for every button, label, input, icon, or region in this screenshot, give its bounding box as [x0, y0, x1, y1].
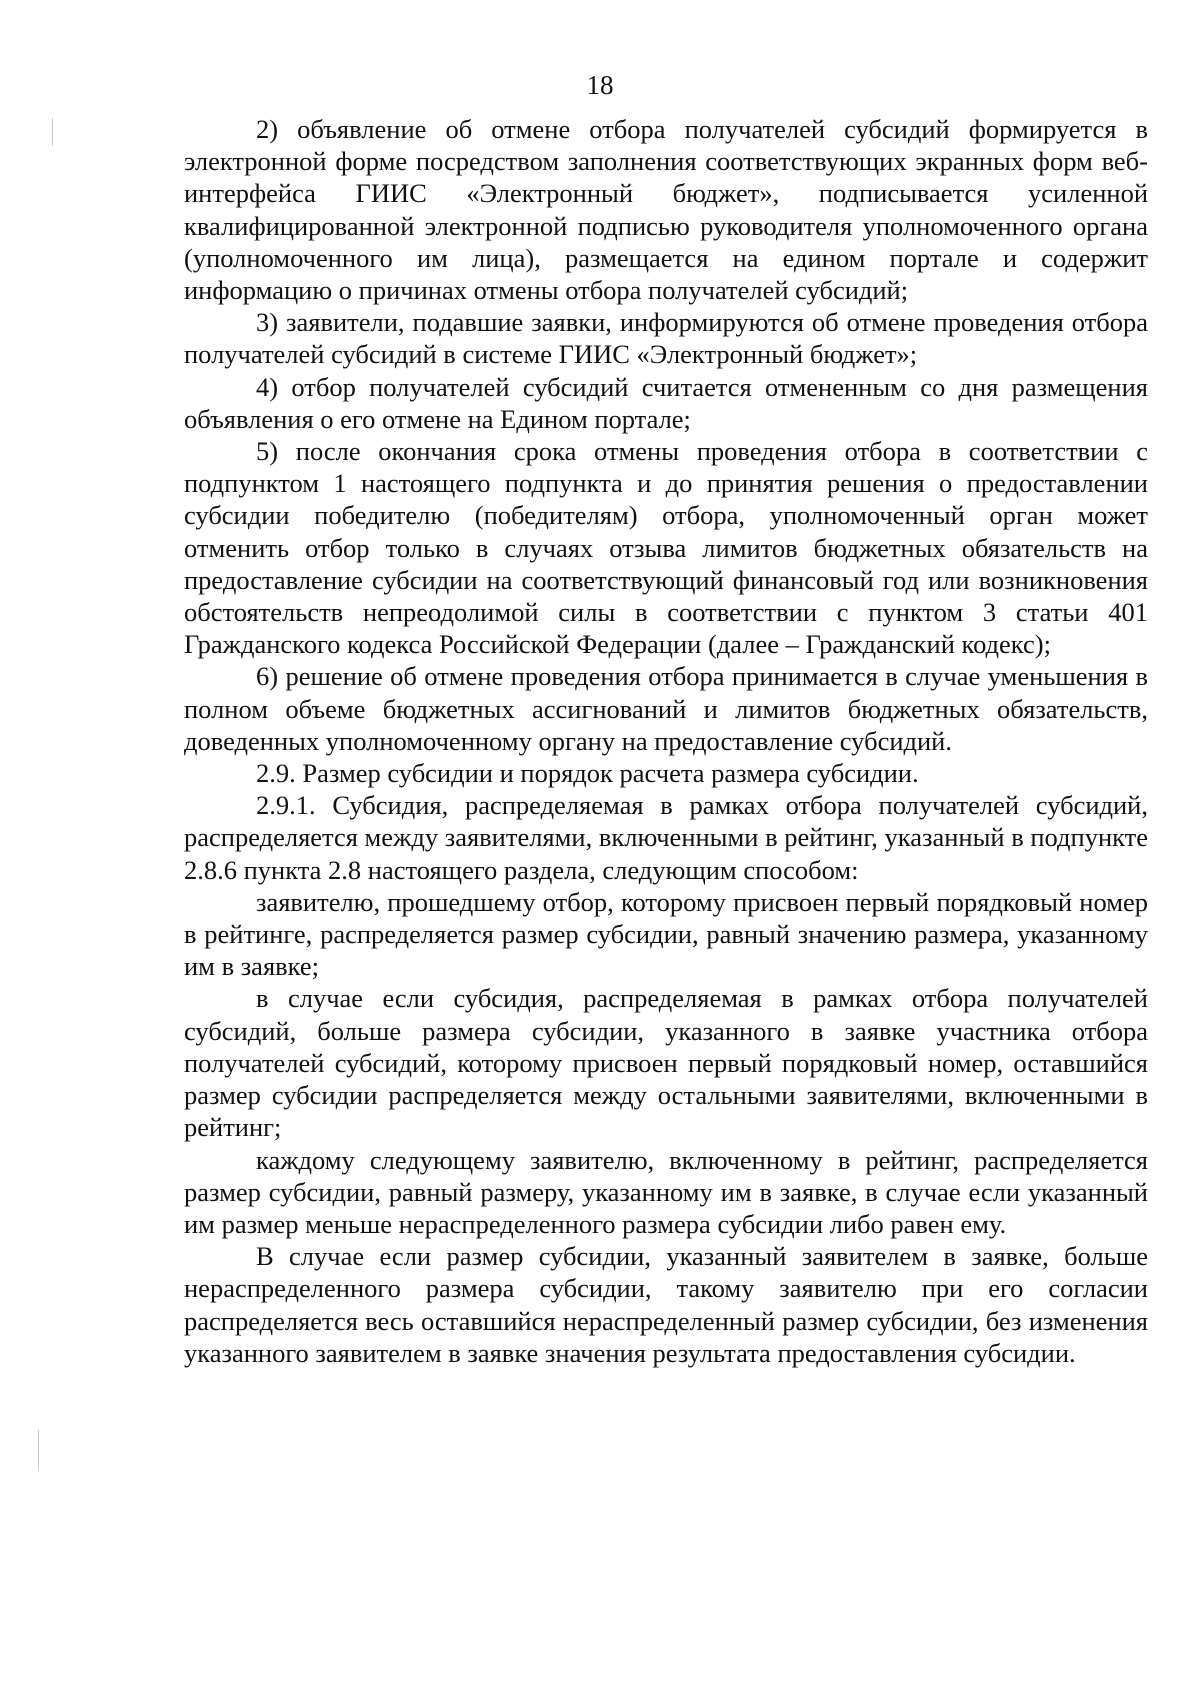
- scan-margin-mark: [38, 1430, 39, 1470]
- paragraph: заявителю, прошедшему отбор, которому присвоен первый порядковый номер в рейтинге, распределяется размер субсидии, равный значению размера, указанному им в заявке;: [184, 886, 1148, 982]
- paragraph: 6) решение об отмене проведения отбора принимается в случае уменьшения в полном объеме бюджетных ассигнований и лимитов бюджетных обязательств, доведенных уполномоченному органу на предоставление субсидий.: [184, 661, 1148, 756]
- paragraph: в случае если субсидия, распределяемая в рамках отбора получателей субсидий, больше размера субсидии, указанного в заявке участника отбора получателей субсидий, которому присвоен первый порядковый номер, оставшийся размер субсидии распределяется между остальными заявителями, включенными в рейтинг;: [184, 983, 1148, 1143]
- paragraph: В случае если размер субсидии, указанный заявителем в заявке, больше нераспределенного размера субсидии, такому заявителю при его согласии распределяется весь оставшийся нераспределенный размер субсидии, без изменения указанного заявителем в заявке значения результата предоставления субсидии.: [184, 1241, 1148, 1368]
- paragraph: 2) объявление об отмене отбора получателей субсидий формируется в электронной форме посредством заполнения соответствующих экранных форм веб-интерфейса ГИИС «Электронный бюджет», подписывается усиленной квалифицированной электронной подписью руководителя уполномоченного органа (уполномоченного им лица), размещается на едином портале и содержит информацию о причинах отмены отбора получателей субсидий;: [184, 114, 1148, 306]
- paragraph: 5) после окончания срока отмены проведения отбора в соответствии с подпунктом 1 настоящего подпункта и до принятия решения о предоставлении субсидии победителю (победителям) отбора, уполномоченный орган может отменить отбор только в случаях отзыва лимитов бюджетных обязательств на предоставление субсидии на соответствующий финансовый год или возникновения обстоятельств непреодолимой силы в соответствии с пунктом 3 статьи 401 Гражданского кодекса Российской Федерации (далее – Гражданский кодекс);: [184, 436, 1148, 660]
- paragraph: каждому следующему заявителю, включенному в рейтинг, распределяется размер субсидии, равный размеру, указанному им в заявке, в случае если указанный им размер меньше нераспределенного размера субсидии либо равен ему.: [184, 1144, 1148, 1239]
- scan-margin-mark: [52, 118, 53, 146]
- paragraph: 4) отбор получателей субсидий считается отмененным со дня размещения объявления о его отмене на Едином портале;: [184, 371, 1148, 434]
- paragraph: 2.9. Размер субсидии и порядок расчета размера субсидии.: [256, 758, 919, 789]
- paragraph: 3) заявители, подавшие заявки, информируются об отмене проведения отбора получателей субсидий в системе ГИИС «Электронный бюджет»;: [184, 307, 1148, 370]
- document-body: [184, 113, 1148, 1369]
- page-number: 18: [586, 70, 614, 100]
- paragraph: 2.9.1. Субсидия, распределяемая в рамках отбора получателей субсидий, распределяется между заявителями, включенными в рейтинг, указанный в подпункте 2.8.6 пункта 2.8 настоящего раздела, следующим способом:: [184, 790, 1148, 885]
